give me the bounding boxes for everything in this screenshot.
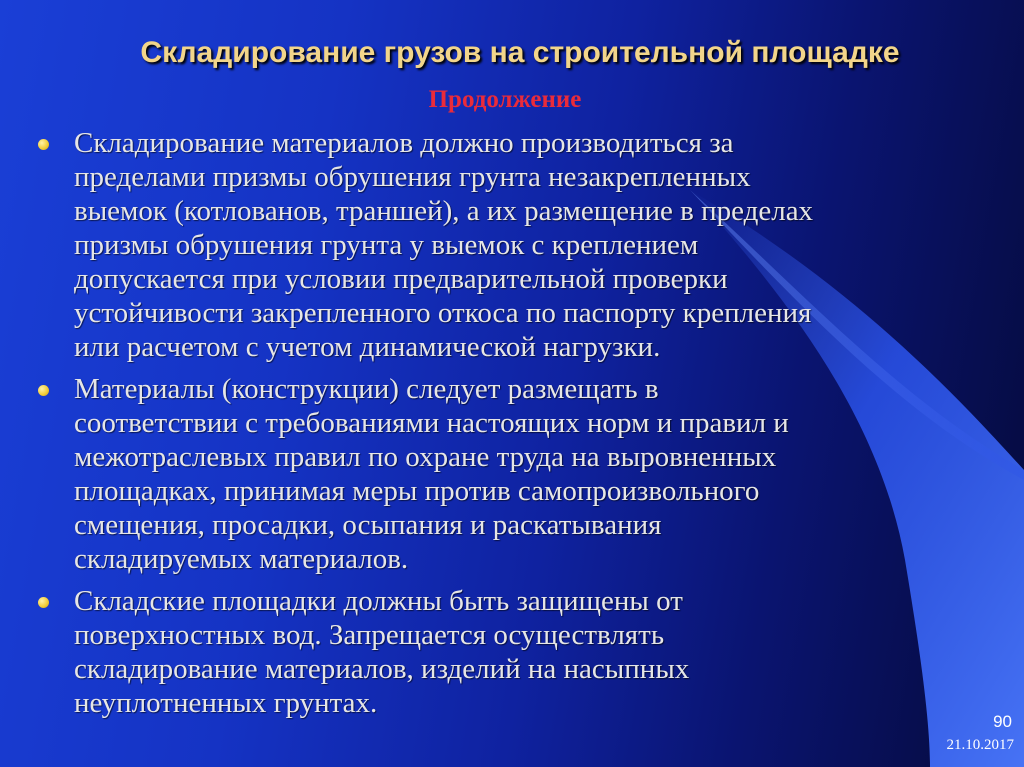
bullet-line: складирование материалов, изделий на насыпных [74,653,690,685]
slide-title: Складирование грузов на строительной площадке [140,36,900,69]
bullet-line: пределами призмы обрушения грунта незакрепленных [74,161,751,193]
bullet-line: смещения, просадки, осыпания и раскатывания [74,509,662,541]
bullet-line: межотраслевых правил по охране труда на выровненных [74,441,777,473]
bullet-line: площадках, принимая меры против самопроизвольного [74,475,760,507]
slide-date: 21.10.2017 [946,737,1014,753]
bullet-line: призмы обрушения грунта у выемок с креплением [74,229,699,261]
bullet-item [34,584,974,720]
bullet-item [34,372,974,576]
bullet-line: Материалы (конструкции) следует размещать в [74,373,659,405]
page-number: 90 [993,712,1012,731]
bullet-line: неуплотненных грунтах. [74,687,378,719]
bullet-line: выемок (котлованов, траншей), а их размещение в пределах [74,195,814,227]
bullet-line: допускается при условии предварительной проверки [74,263,728,295]
bullet-line: или расчетом с учетом динамической нагрузки. [74,331,661,363]
bullet-dot-icon [38,597,49,608]
bullet-item [34,126,974,364]
bullet-line: Складские площадки должны быть защищены от [74,585,683,617]
bullet-line: устойчивости закрепленного откоса по паспорту крепления [74,297,812,329]
bullet-line: Складирование материалов должно производиться за [74,127,734,159]
bullet-dot-icon [38,139,49,150]
slide-subtitle: Продолжение [428,86,582,113]
bullet-list [34,126,974,728]
bullet-line: складируемых материалов. [74,543,409,575]
bullet-line: поверхностных вод. Запрещается осуществлять [74,619,665,651]
bullet-line: соответствии с требованиями настоящих норм и правил и [74,407,789,439]
bullet-dot-icon [38,385,49,396]
